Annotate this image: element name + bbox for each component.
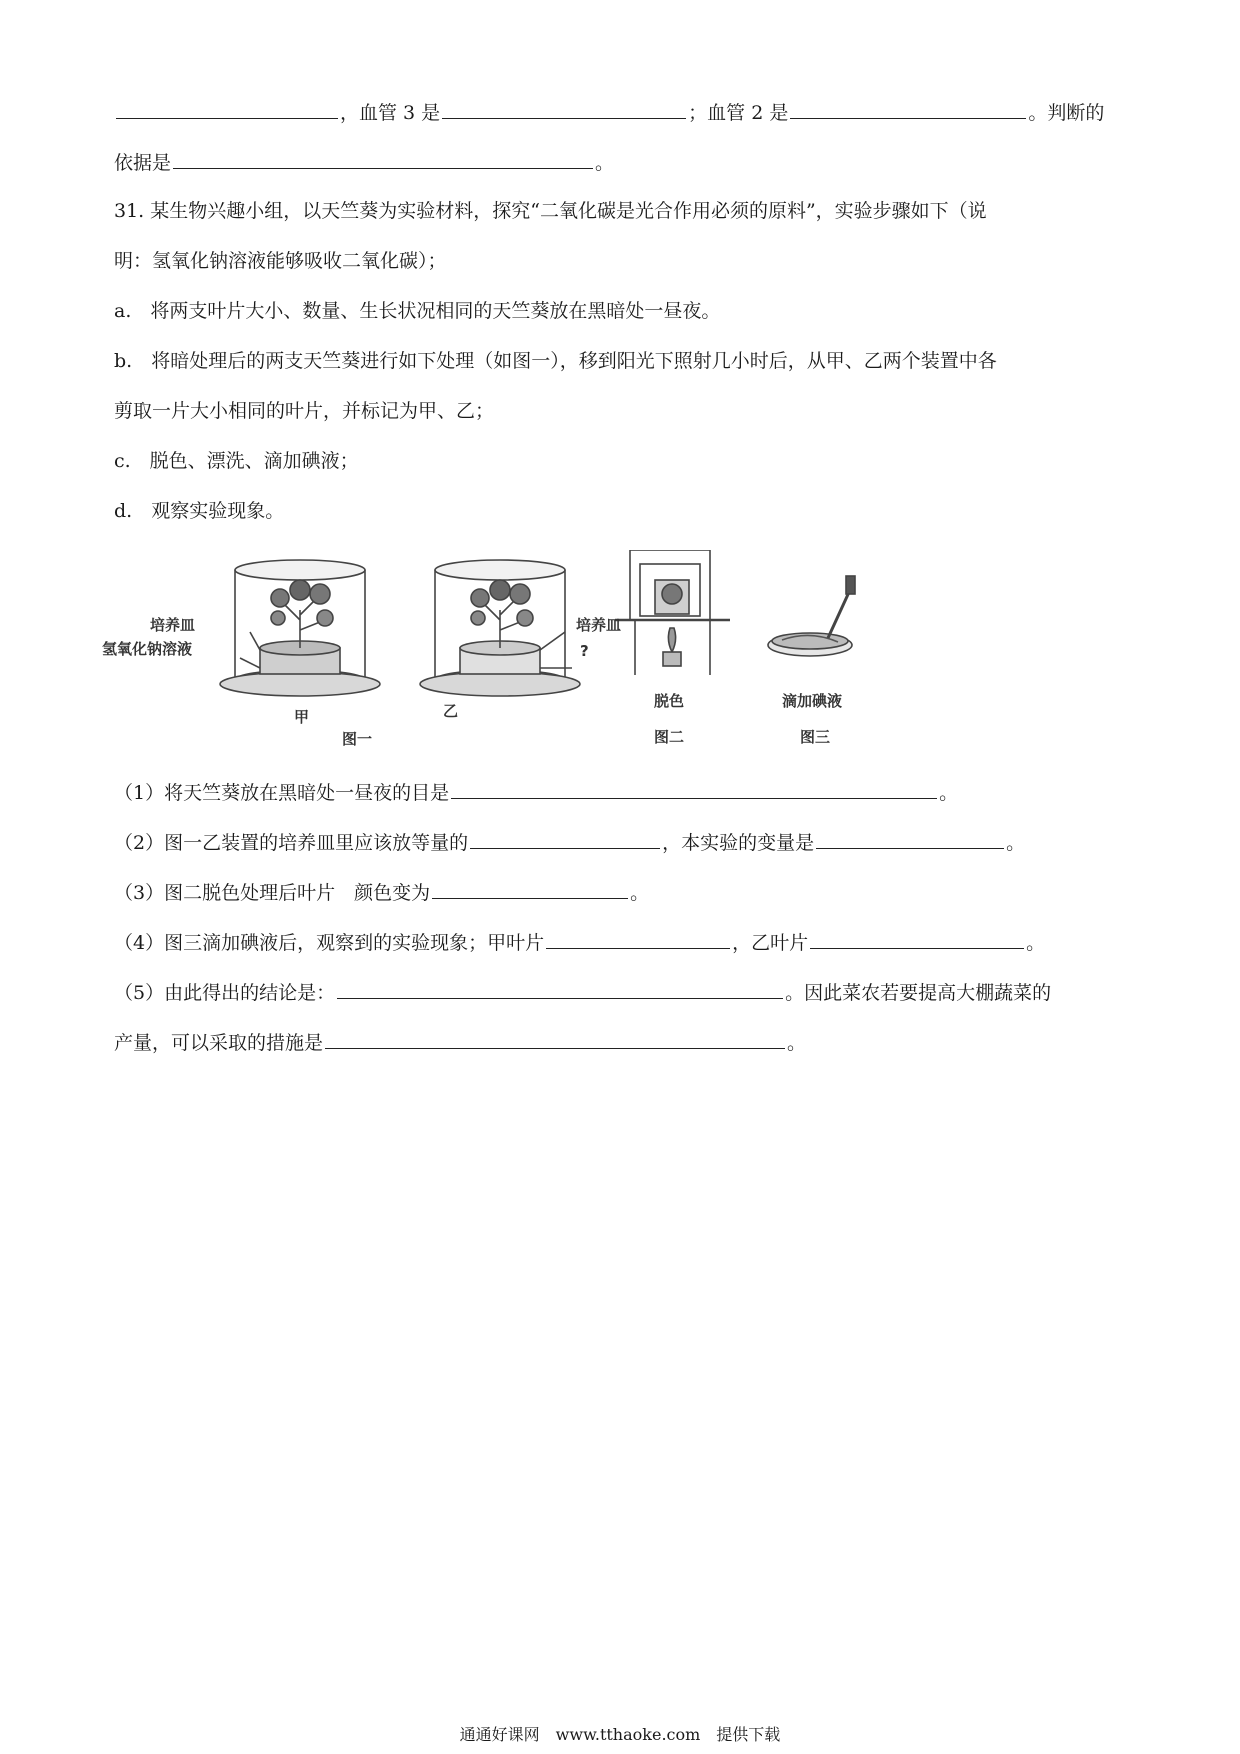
text-fragment: 。因此菜农若要提高大棚蔬菜的: [785, 982, 1052, 1004]
label-yi: 乙: [443, 702, 459, 720]
sub-question-4: [114, 928, 1045, 956]
sub-question-2: [114, 828, 1025, 856]
experiment-illustration: [110, 550, 910, 750]
answer-blank[interactable]: [470, 828, 660, 849]
text-fragment: 。: [630, 882, 650, 904]
label-naoh-solution: 氢氧化钠溶液: [102, 640, 193, 658]
caption-figure-3: 图三: [800, 728, 831, 746]
experiment-figure: [102, 550, 910, 750]
question-31-line-2: 明：氢氧化钠溶液能够吸收二氧化碳）；: [114, 250, 447, 272]
text-fragment: 。: [595, 152, 615, 174]
text-line-2: [114, 148, 614, 176]
sub-question-1: [114, 778, 958, 806]
label-iodine: 滴加碘液: [782, 692, 843, 710]
label-dish-right: 培养皿: [576, 616, 622, 634]
label-question-mark: ?: [580, 642, 589, 660]
step-b-line-2: 剪取一片大小相同的叶片，并标记为甲、乙；: [114, 400, 495, 422]
label-jia: 甲: [294, 708, 310, 726]
step-a: a. 将两支叶片大小、数量、生长状况相同的天竺葵放在黑暗处一昼夜。: [114, 300, 721, 322]
text-fragment: ，血管 3 是: [340, 102, 441, 124]
label-decolor: 脱色: [654, 692, 685, 710]
sub-question-3: [114, 878, 649, 906]
text-line-1: [114, 98, 1104, 126]
answer-blank[interactable]: [451, 778, 937, 799]
step-c: c. 脱色、漂洗、滴加碘液；: [114, 450, 359, 472]
text-fragment: 。: [1006, 832, 1026, 854]
answer-blank[interactable]: [546, 928, 730, 949]
answer-blank[interactable]: [325, 1028, 785, 1049]
answer-blank[interactable]: [816, 828, 1004, 849]
label-dish-left: 培养皿: [150, 616, 196, 634]
caption-figure-1: 图一: [342, 730, 373, 748]
question-31-line-1: 31. 某生物兴趣小组，以天竺葵为实验材料，探究“二氧化碳是光合作用必须的原料”，实验步骤如下（说: [114, 200, 987, 222]
text-fragment: 依据是: [114, 152, 172, 174]
text-fragment: （3）图二脱色处理后叶片 颜色变为: [114, 882, 431, 904]
step-b-line-1: b. 将暗处理后的两支天竺葵进行如下处理（如图一），移到阳光下照射几小时后，从甲、乙两个装置中各: [114, 350, 997, 372]
text-fragment: 产量，可以采取的措施是: [114, 1032, 324, 1054]
sub-question-5-continued: [114, 1028, 806, 1056]
text-fragment: ，本实验的变量是: [662, 832, 815, 854]
text-fragment: 。: [1026, 932, 1046, 954]
text-fragment: ，乙叶片: [732, 932, 809, 954]
answer-blank[interactable]: [810, 928, 1024, 949]
answer-blank[interactable]: [790, 98, 1026, 119]
text-fragment: （4）图三滴加碘液后，观察到的实验现象；甲叶片: [114, 932, 545, 954]
text-fragment: （1）将天竺葵放在黑暗处一昼夜的目是: [114, 782, 450, 804]
step-d: d. 观察实验现象。: [114, 500, 285, 522]
text-fragment: （5）由此得出的结论是：: [114, 982, 336, 1004]
text-fragment: 。判断的: [1028, 102, 1105, 124]
answer-blank[interactable]: [116, 98, 338, 119]
sub-question-5: [114, 978, 1051, 1006]
text-fragment: （2）图一乙装置的培养皿里应该放等量的: [114, 832, 469, 854]
text-fragment: ；血管 2 是: [688, 102, 789, 124]
page-footer: 通通好课网 www.tthaoke.com 提供下载: [459, 1725, 781, 1744]
caption-figure-2: 图二: [654, 728, 685, 746]
answer-blank[interactable]: [337, 978, 783, 999]
answer-blank[interactable]: [442, 98, 686, 119]
text-fragment: 。: [787, 1032, 807, 1054]
text-fragment: 。: [939, 782, 959, 804]
answer-blank[interactable]: [432, 878, 628, 899]
answer-blank[interactable]: [173, 148, 593, 169]
